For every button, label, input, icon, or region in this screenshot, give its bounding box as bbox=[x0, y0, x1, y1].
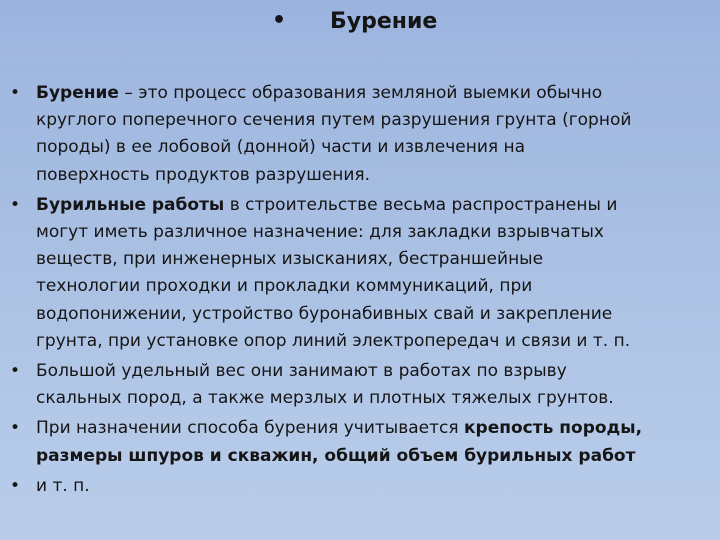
text-line bbox=[36, 107, 710, 134]
text-line bbox=[36, 162, 710, 189]
text-line bbox=[36, 219, 710, 246]
text-line bbox=[36, 473, 710, 500]
text-line bbox=[36, 134, 710, 161]
list-item bbox=[10, 192, 710, 355]
text-run: круглого поперечного сечения путем разрушения грунта (горной bbox=[36, 110, 632, 131]
text-run: скальных пород, а также мерзлых и плотных тяжелых грунтов. bbox=[36, 388, 614, 409]
text-line bbox=[36, 273, 710, 300]
text-run: грунта, при установке опор линий электропередач и связи и т. п. bbox=[36, 330, 631, 351]
text-line bbox=[36, 80, 710, 107]
bold-text: крепость породы, bbox=[464, 418, 643, 439]
bold-text: размеры шпуров и скважин, общий объем бурильных работ bbox=[36, 445, 636, 466]
text-run: водопонижении, устройство буронабивных свай и закрепление bbox=[36, 303, 613, 324]
text-line bbox=[36, 358, 710, 385]
text-line bbox=[36, 301, 710, 328]
bullet-marker: • bbox=[10, 194, 21, 215]
bullet-list bbox=[10, 80, 710, 503]
text-run: и т. п. bbox=[36, 475, 90, 496]
text-run: – это процесс образования земляной выемки обычно bbox=[118, 83, 603, 103]
text-line bbox=[36, 246, 710, 273]
text-line bbox=[36, 415, 710, 442]
bold-text: Бурение bbox=[36, 83, 119, 103]
bullet-marker: • bbox=[10, 418, 21, 439]
text-run: могут иметь различное назначение: для закладки взрывчатых bbox=[36, 222, 604, 243]
text-line bbox=[36, 192, 710, 219]
slide-title: Бурение bbox=[330, 9, 438, 34]
list-item bbox=[10, 358, 710, 412]
list-item bbox=[10, 415, 710, 469]
bullet-marker: • bbox=[10, 475, 21, 496]
text-line bbox=[36, 385, 710, 412]
text-run: технологии проходки и прокладки коммуникаций, при bbox=[36, 276, 533, 297]
text-line bbox=[36, 443, 710, 470]
list-item bbox=[10, 473, 710, 500]
text-line bbox=[36, 328, 710, 355]
text-run: поверхность продуктов разрушения. bbox=[36, 164, 371, 185]
bold-text: Бурильные работы bbox=[36, 194, 225, 215]
title-band bbox=[0, 0, 720, 62]
bullet-marker: • bbox=[10, 361, 21, 382]
title-bullet: • bbox=[272, 8, 287, 33]
text-run: в строительстве весьма распространены и bbox=[224, 194, 618, 215]
text-run: Большой удельный вес они занимают в работах по взрыву bbox=[36, 361, 567, 382]
text-run: породы) в ее лобовой (донной) части и извлечения на bbox=[36, 137, 526, 158]
bullet-marker: • bbox=[10, 83, 21, 103]
text-run: веществ, при инженерных изысканиях, бестраншейные bbox=[36, 249, 544, 270]
list-item bbox=[10, 80, 710, 189]
text-run: При назначении способа бурения учитывается bbox=[36, 418, 465, 439]
